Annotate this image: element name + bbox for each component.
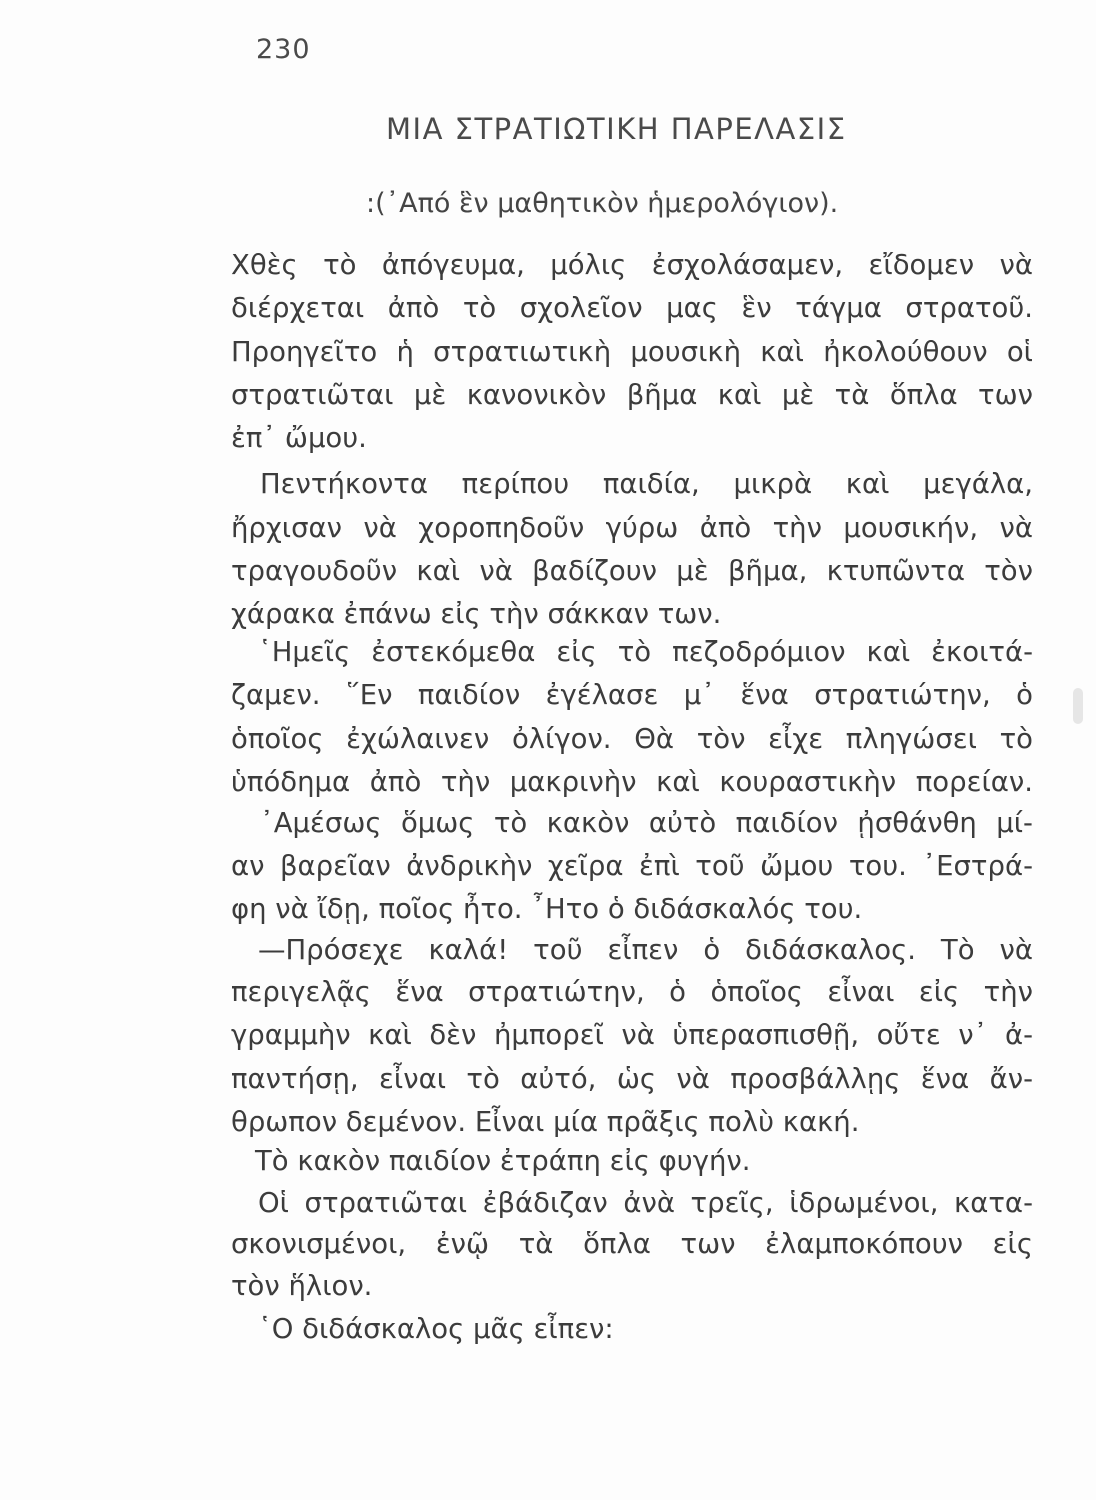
text-line: ὁποῖος ἐχώλαινεν ὀλίγον. Θὰ τὸν εἶχε πληγώσει τὸ [231,723,1033,755]
text-line: ἤρχισαν νὰ χοροπηδοῦν γύρω ἀπὸ τὴν μουσικήν, νὰ [231,512,1033,544]
text-line: γραμμὴν καὶ δὲν ἠμπορεῖ νὰ ὑπερασπισθῇ, οὔτε ν᾿ ἀ- [231,1019,1033,1051]
text-line: διέρχεται ἀπὸ τὸ σχολεῖον μας ἓν τάγμα στρατοῦ. [231,292,1033,324]
text-line: παντήσῃ, εἶναι τὸ αὐτό, ὡς νὰ προσβάλλῃς ἕνα ἄν- [231,1063,1033,1095]
text-line: φη νὰ ἴδῃ, ποῖος ἦτο. ῏Ητο ὁ διδάσκαλός του. [231,893,863,925]
chapter-subtitle: :(᾿Από ἓν μαθητικὸν ἡμερολόγιον). [366,188,839,219]
text-line: ῾Ημεῖς ἐστεκόμεθα εἰς τὸ πεζοδρόμιον καὶ ἐκοιτά- [258,636,1033,668]
text-line: ἐπ᾿ ὤμου. [231,422,367,454]
text-line: σκονισμένοι, ἐνῷ τὰ ὅπλα των ἐλαμποκόπουν εἰς [231,1228,1033,1260]
text-line: —Πρόσεχε καλά! τοῦ εἶπεν ὁ διδάσκαλος. Τὸ νὰ [258,934,1033,966]
text-line: ῾Ο διδάσκαλος μᾶς εἶπεν: [258,1313,614,1345]
text-line: Χθὲς τὸ ἀπόγευμα, μόλις ἐσχολάσαμεν, εἴδομεν νὰ [231,249,1033,281]
text-line: τραγουδοῦν καὶ νὰ βαδίζουν μὲ βῆμα, κτυπῶντα τὸν [231,555,1033,587]
text-line: ᾿Αμέσως ὅμως τὸ κακὸν αὐτὸ παιδίον ᾐσθάνθη μί- [260,807,1033,839]
text-line: στρατιῶται μὲ κανονικὸν βῆμα καὶ μὲ τὰ ὅπλα των [231,379,1033,411]
chapter-title: ΜΙΑ ΣΤΡΑΤΙΩΤΙΚΗ ΠΑΡΕΛΑΣΙΣ [386,112,847,146]
text-line: Τὸ κακὸν παιδίον ἐτράπη εἰς φυγήν. [255,1145,751,1177]
text-line: ζαμεν. ῞Εν παιδίον ἐγέλασε μ᾿ ἕνα στρατιώτην, ὁ [231,679,1033,711]
text-line: χάρακα ἐπάνω εἰς τὴν σάκκαν των. [231,598,722,630]
text-line: αν βαρεῖαν ἀνδρικὴν χεῖρα ἐπὶ τοῦ ὤμου του. ᾿Εστρά- [231,850,1033,882]
paper-blemish [1073,688,1083,724]
page-number: 230 [256,34,311,65]
text-line: περιγελᾷς ἕνα στρατιώτην, ὁ ὁποῖος εἶναι εἰς τὴν [231,976,1033,1008]
text-line: ὑπόδημα ἀπὸ τὴν μακρινὴν καὶ κουραστικὴν πορείαν. [231,766,1033,798]
text-line: θρωπον δεμένον. Εἶναι μία πρᾶξις πολὺ κακή. [231,1106,860,1138]
text-line: Πεντήκοντα περίπου παιδία, μικρὰ καὶ μεγάλα, [260,468,1033,500]
text-line: Οἱ στρατιῶται ἐβάδιζαν ἀνὰ τρεῖς, ἱδρωμένοι, κατα- [258,1187,1033,1219]
text-line: τὸν ἥλιον. [231,1270,373,1302]
text-line: Προηγεῖτο ἡ στρατιωτικὴ μουσικὴ καὶ ἠκολούθουν οἱ [231,336,1033,368]
